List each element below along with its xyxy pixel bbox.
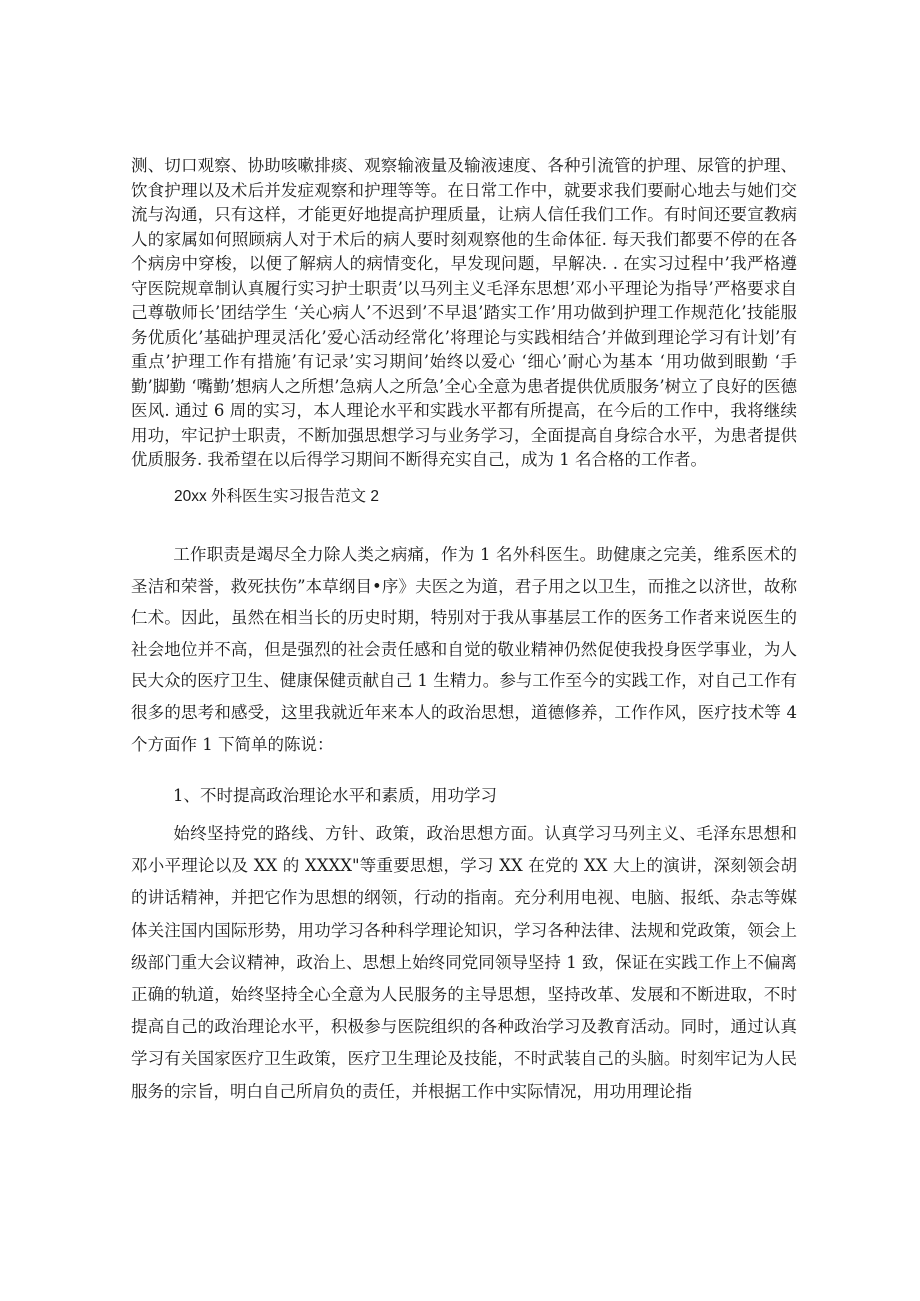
- paragraph-2: [131, 539, 797, 760]
- paragraph-1: 测、切口观察、协助咳嗽排痰、观察输液量及输液速度、各种引流管的护理、尿管的护理、饮食护理以及术后并发症观察和护理等等。在日常工作中，就要求我们要耐心地去与她们交流与沟通，只有这样，才能更好地提高护理质量，让病人信任我们工作。有时间还要宣教病人的家属如何照顾病人对于术后的病人要时刻观察他的生命体征. 每天我们都要不停的在各个病房中穿梭，以便了解病人的病情变化，早发现问题，早解决. . 在实习过程中’我严格遵守医院规章制认真履行实习护士职责’以马列主义毛泽东思想’邓小平理论为指导’严格要求自己尊敬师长’团结学生 ‘关心病人’不迟到’不早退’踏实工作’用功做到护理工作规范化’技能服务优质化’基础护理灵活化’爱心活动经常化’将理论与实践相结合’并做到理论学习有计划’有重点’护理工作有措施’有记录’实习期间’始终以爱心 ‘细心’耐心为基本 ‘用功做到眼勤 ‘手勤’脚勤 ‘嘴勤’想病人之所想’急病人之所急’全心全意为患者提供优质服务’树立了良好的医德医风. 通过 6 周的实习，本人理论水平和实践水平都有所提高，在今后的工作中，我将继续用功，牢记护士职责，不断加强思想学习与业务学习，全面提高自身综合水平，为患者提供优质服务. 我希望在以后得学习期间不断得充实自己，成为 1 名合格的工作者。: [131, 156, 797, 469]
- paragraph-3: [131, 818, 797, 1108]
- paragraph-3-text: 始终坚持党的路线、方针、政策，政治思想方面。认真学习马列主义、毛泽东思想和邓小平理论以及 XX 的 XXXX"等重要思想，学习 XX 在党的 XX 大上的演讲，深刻领会胡的讲话精神，并把它作为思想的纲领，行动的指南。充分利用电视、电脑、报纸、杂志等媒体关注国内国际形势，用功学习各种科学理论知识，学习各种法律、法规和党政策，领会上级部门重大会议精神，政治上、思想上始终同党同领导坚持 1 致，保证在实践工作上不偏离正确的轨道，始终坚持全心全意为人民服务的主导思想，坚持改革、发展和不断进取，不时提高自己的政治理论水平，积极参与医院组织的各种政治学习及教育活动。同时，通过认真学习有关国家医疗卫生政策，医疗卫生理论及技能，不时武装自己的头脑。时刻牢记为人民服务的宗旨，明白自己所肩负的责任，并根据工作中实际情况，用功用理论指: [131, 824, 797, 1101]
- list-item-1: 1、不时提高政治理论水平和素质，用功学习: [173, 786, 497, 805]
- section-heading-2: 20xx 外科医生实习报告范文 2: [174, 488, 379, 505]
- paragraph-2-text: 工作职责是竭尽全力除人类之病痛，作为 1 名外科医生。助健康之完美，维系医术的圣洁和荣誉，救死扶伤”本草纲目•序》夫医之为道，君子用之以卫生，而推之以济世，故称仁术。因此，虽然在相当长的历史时期，特别对于我从事基层工作的医务工作者来说医生的社会地位并不高，但是强烈的社会责任感和自觉的敬业精神仍然促使我投身医学事业，为人民大众的医疗卫生、健康保健贡献自己 1 生精力。参与工作至今的实践工作，对自己工作有很多的思考和感受，这里我就近年来本人的政治思想，道德修养，工作作风，医疗技术等 4 个方面作 1 下简单的陈说：: [131, 545, 797, 754]
